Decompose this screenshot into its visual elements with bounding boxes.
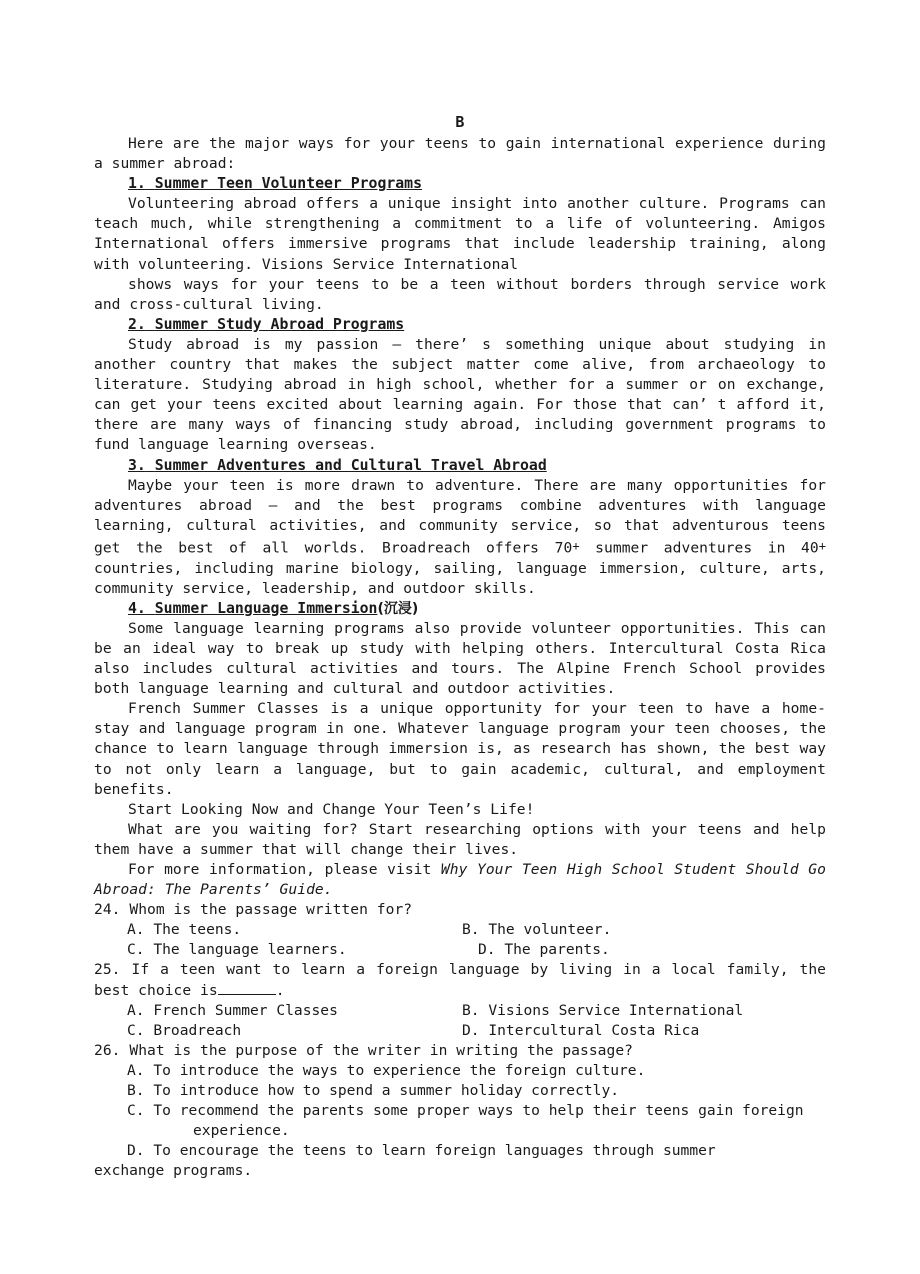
section-heading-2-title: Summer Study Abroad Programs [154, 315, 405, 333]
more-info-end: . [323, 881, 333, 899]
question-25-text-end: . [275, 981, 285, 999]
more-info-title: Why Your Teen High School Student Should Go Abroad: The Parents’ Guide [94, 861, 826, 899]
section-body-3-plus2: + [818, 538, 826, 553]
question-24-number: 24. [94, 901, 121, 919]
section-heading-4 [94, 599, 826, 619]
question-25-option-c[interactable]: C. Broadreach [127, 1021, 242, 1039]
section-heading-2 [94, 315, 826, 335]
section-body-3-plus1: + [572, 538, 580, 553]
section-heading-3 [94, 456, 826, 476]
section-heading-3-title: Summer Adventures and Cultural Travel Abroad [154, 456, 547, 474]
section-letter: B [455, 113, 465, 131]
section-heading-2-number: 2. [128, 315, 146, 333]
question-25-stem [94, 960, 826, 1000]
question-25-options-row-2 [94, 1021, 826, 1041]
question-26-option-c-continued: experience. [193, 1122, 290, 1140]
question-25-text: If a teen want to learn a foreign language by living in a local family, the best choice is [94, 961, 826, 999]
section-body-1: Volunteering abroad offers a unique insight into another culture. Programs can teach much, while strengthening a commitment to a life of volunteering. Amigos International offers immersive programs that include leadership training, along with volunteering. Visions Service International [94, 195, 826, 273]
closing-paragraph-2: Start Looking Now and Change Your Teen’s Life! [128, 800, 535, 818]
section-body-3-part3: countries, including marine biology, sailing, language immersion, culture, arts, community service, leadership, and outdoor skills. [94, 559, 826, 597]
section-body-3 [94, 476, 826, 599]
section-heading-3-number: 3. [128, 456, 146, 474]
question-24-stem [94, 900, 826, 920]
closing-paragraph-3: What are you waiting for? Start researching options with your teens and help them have a summer that will change their lives. [94, 820, 826, 858]
question-26-option-c[interactable]: C. To recommend the parents some proper ways to help their teens gain foreign [127, 1102, 804, 1120]
question-25-options-row-1 [94, 1001, 826, 1021]
question-24-text: Whom is the passage written for? [129, 901, 413, 919]
question-26-option-b[interactable]: B. To introduce how to spend a summer holiday correctly. [127, 1082, 620, 1100]
more-information-paragraph [94, 860, 826, 900]
question-26-number: 26. [94, 1041, 121, 1059]
question-26-stem [94, 1041, 826, 1061]
question-25-number: 25. [94, 961, 121, 979]
question-24-option-d[interactable]: D. The parents. [478, 941, 610, 959]
question-26-option-d-continued: exchange programs. [94, 1162, 253, 1180]
section-heading-1-number: 1. [128, 175, 146, 193]
question-25-answer-blank[interactable] [218, 982, 276, 995]
closing-paragraph-1: French Summer Classes is a unique opportunity for your teen to have a home-stay and language program in one. Whatever language program your teen chooses, the chance to learn language through immersion is, as research has shown, the best way to not only learn a language, but to gain academic, cultural, and employment benefits. [94, 700, 826, 798]
question-24-options-row-2 [94, 940, 826, 960]
question-25-option-a[interactable]: A. French Summer Classes [127, 1001, 338, 1019]
section-heading-4-number: 4. [128, 599, 146, 617]
section-body-2: Study abroad is my passion — there’ s something unique about studying in another country that makes the subject matter come alive, from archaeology to literature. Studying abroad in high school, whether for a summer or on exchange, can get your teens excited about learning again. For those that can’ t afford it, there are many ways of financing study abroad, including government programs to fund language learning overseas. [94, 335, 826, 454]
section-heading-4-title: Summer Language Immersion [154, 599, 378, 617]
section-body-3-part1: Maybe your teen is more drawn to adventure. There are many opportunities for adventures abroad — and the best programs combine adventures with language learning, cultural activities, and community service, so that adventurous teens get the best of all worlds. Broadreach offers 70 [94, 476, 826, 557]
question-24-options-row-1 [94, 920, 826, 940]
section-body-4: Some language learning programs also provide volunteer opportunities. This can be an ideal way to break up study with helping others. Intercultural Costa Rica also includes cultural activities and tours. The Alpine French School provides both language learning and cultural and outdoor activities. [94, 619, 826, 698]
section-heading-4-suffix: (沉浸) [377, 600, 419, 617]
page-content [94, 112, 826, 1182]
section-body-3-part2: summer adventures in 40 [579, 539, 819, 557]
question-26-option-a[interactable]: A. To introduce the ways to experience the foreign culture. [127, 1061, 646, 1079]
question-24-option-a[interactable]: A. The teens. [127, 921, 242, 939]
more-info-lead: For more information, please visit [128, 861, 441, 878]
question-25-option-b[interactable]: B. Visions Service International [462, 1001, 744, 1019]
question-24-option-c[interactable]: C. The language learners. [127, 941, 347, 959]
section-heading-1-title: Summer Teen Volunteer Programs [154, 175, 423, 193]
question-25-option-d[interactable]: D. Intercultural Costa Rica [462, 1021, 700, 1039]
section-body-1-continued: shows ways for your teens to be a teen without borders through service work and cross-cultural living. [94, 275, 826, 313]
section-heading-1 [94, 174, 826, 194]
question-24-option-b[interactable]: B. The volunteer. [462, 921, 612, 939]
question-26-option-d[interactable]: D. To encourage the teens to learn foreign languages through summer [127, 1142, 716, 1160]
intro-paragraph: Here are the major ways for your teens to gain international experience during a summer abroad: [94, 135, 826, 173]
question-26-text: What is the purpose of the writer in writing the passage? [129, 1041, 634, 1059]
